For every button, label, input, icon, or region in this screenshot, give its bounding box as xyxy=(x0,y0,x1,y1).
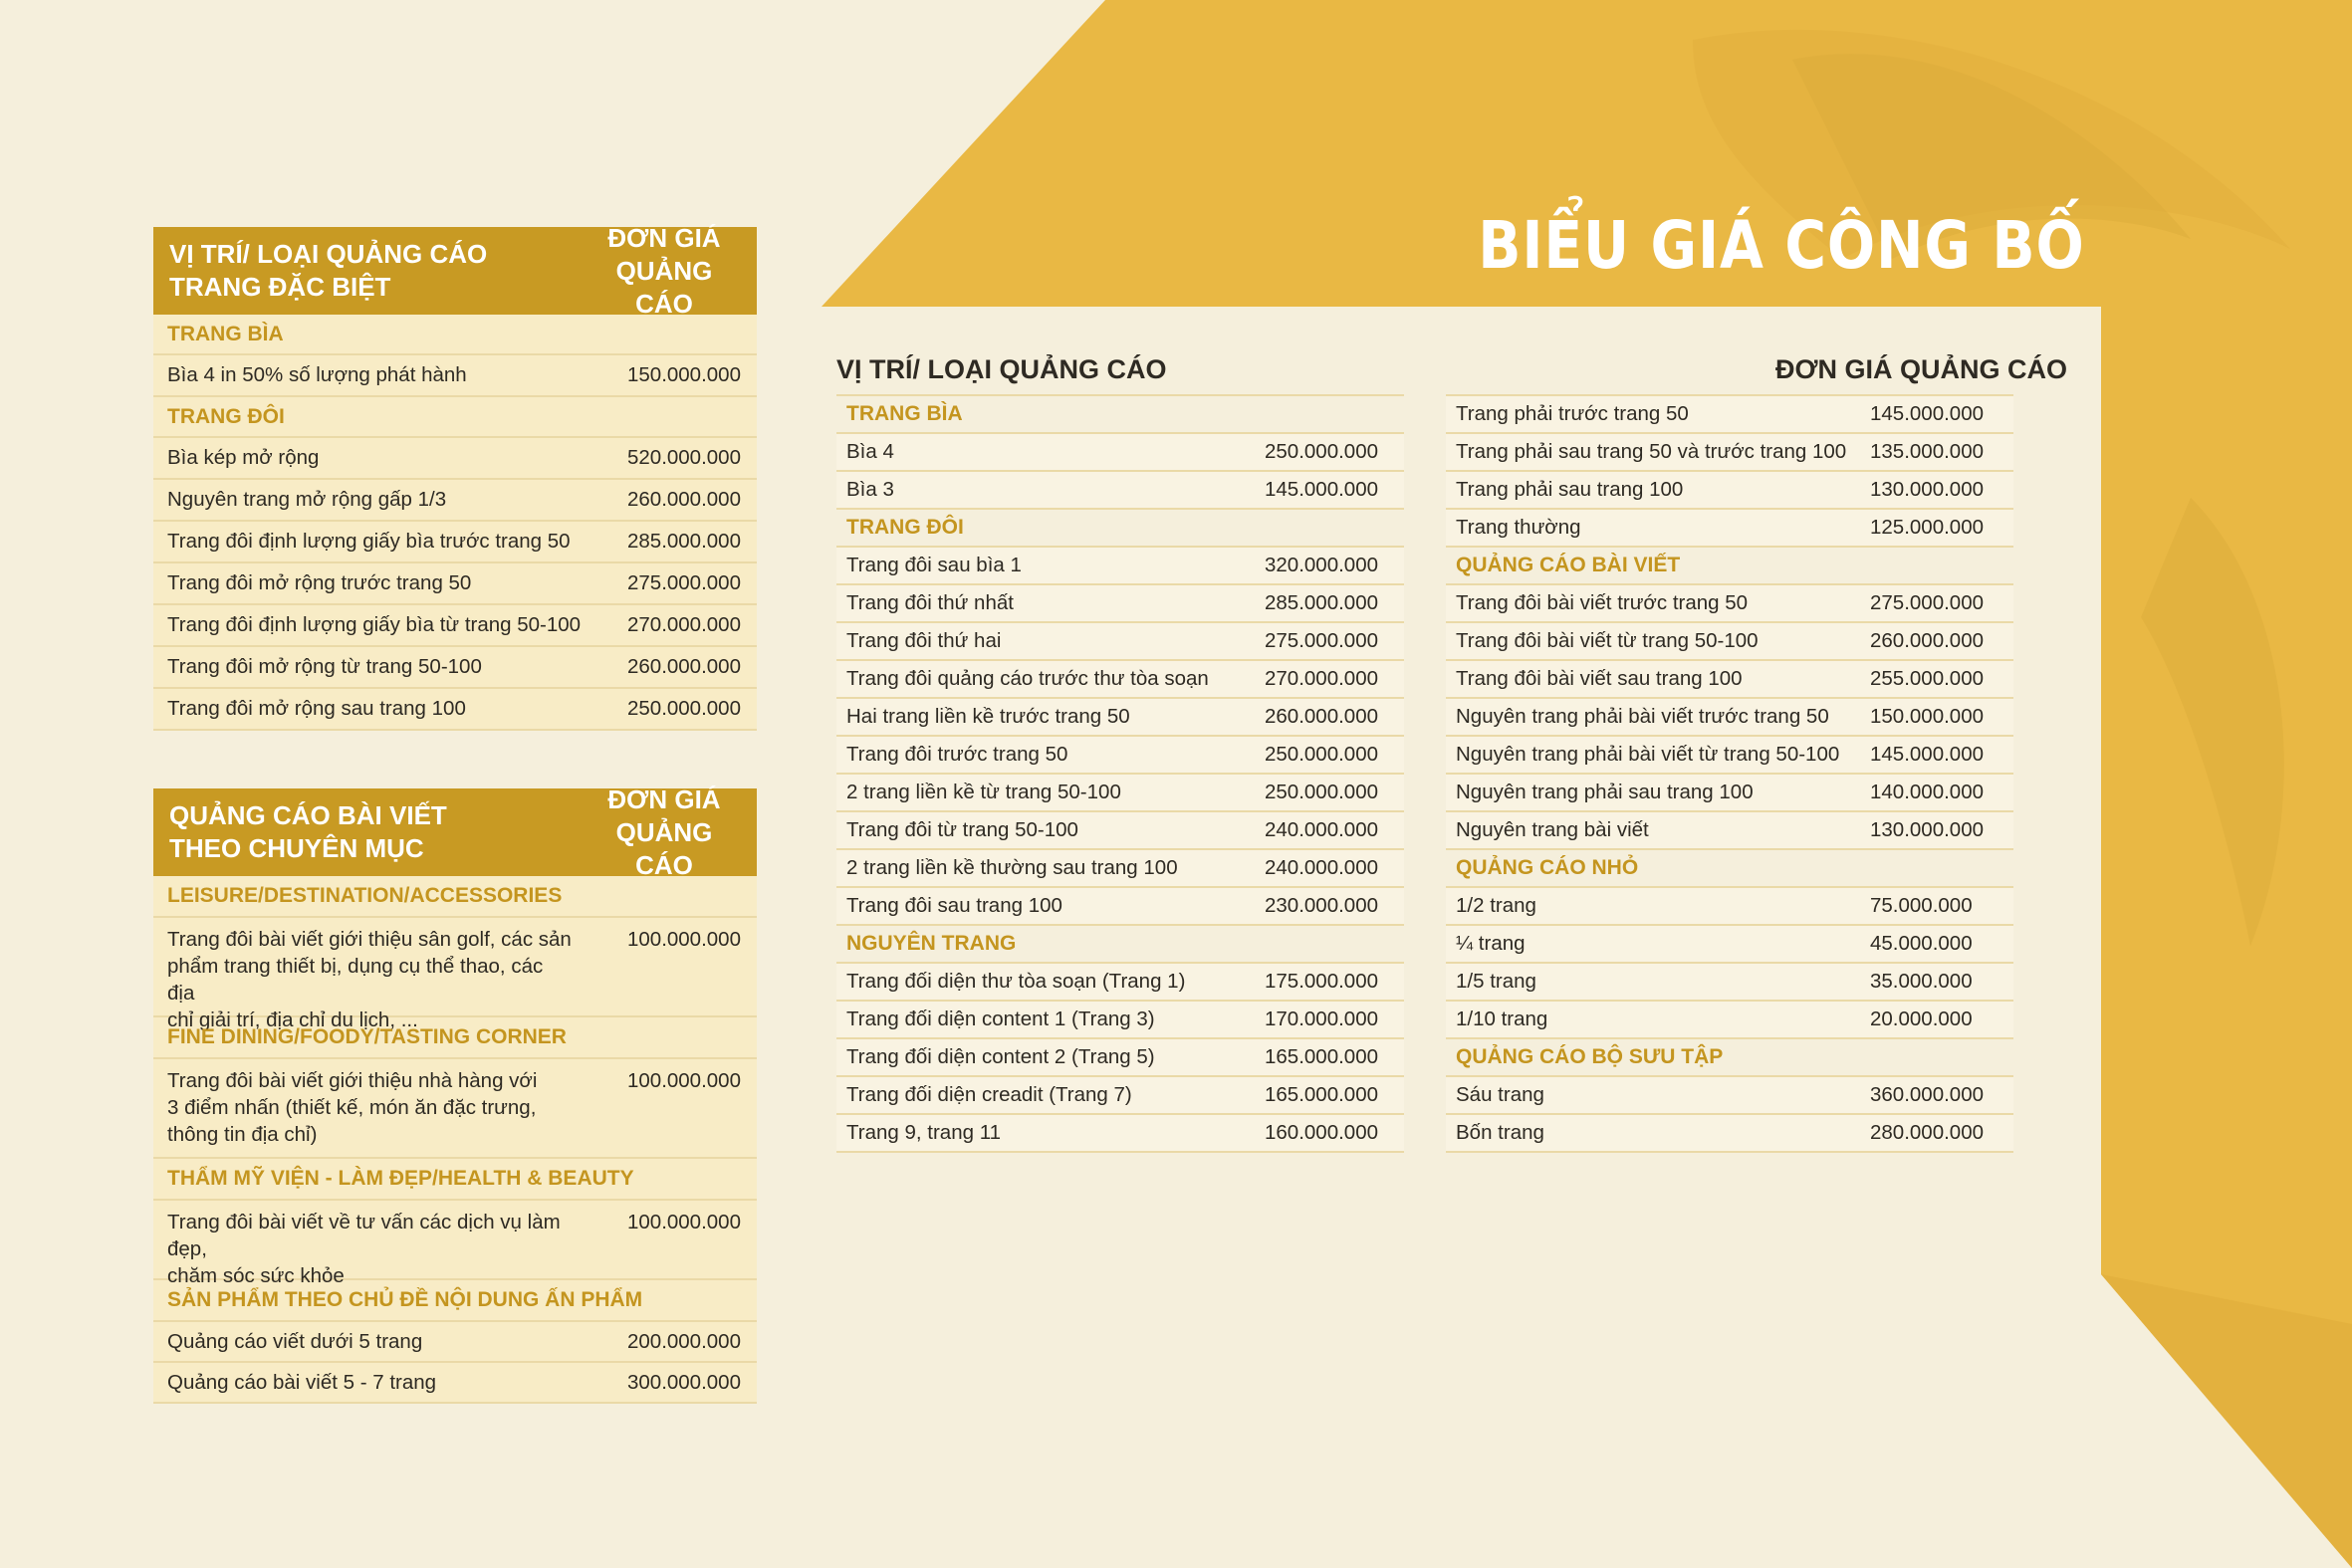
row-label: 2 trang liền kề từ trang 50-100 xyxy=(846,781,1121,803)
row-price: 165.000.000 xyxy=(1265,1083,1379,1106)
row-price: 260.000.000 xyxy=(626,488,741,511)
section-title: TRANG BÌA xyxy=(153,315,757,355)
row-label: Trang phải sau trang 50 và trước trang 100 xyxy=(1456,440,1847,463)
row-price: 145.000.000 xyxy=(1265,478,1379,501)
row-price: 360.000.000 xyxy=(1870,1083,1985,1106)
section-title xyxy=(1446,548,2013,585)
row-price: 285.000.000 xyxy=(626,530,741,553)
section-label: QUẢNG CÁO BÀI VIẾT xyxy=(1456,554,1681,576)
row-label: Trang đôi thứ hai xyxy=(846,629,1002,652)
row-label: Trang đối diện content 2 (Trang 5) xyxy=(846,1045,1155,1068)
price-row xyxy=(836,1077,1404,1115)
price-row xyxy=(153,1322,757,1363)
section-title: SẢN PHẨM THEO CHỦ ĐỀ NỘI DUNG ẤN PHẨM xyxy=(153,1280,757,1322)
row-label-line: Trang đôi bài viết giới thiệu sân golf, các sản xyxy=(167,928,572,951)
row-label xyxy=(167,918,576,1033)
row-label-line: Trang đôi bài viết giới thiệu nhà hàng với xyxy=(167,1069,538,1092)
special-pages-panel xyxy=(153,222,757,731)
row-label: Nguyên trang phải bài viết trước trang 50 xyxy=(1456,705,1829,728)
row-price: 280.000.000 xyxy=(1870,1121,1985,1144)
row-label: 1/5 trang xyxy=(1456,970,1536,993)
row-label: Trang đôi thứ nhất xyxy=(846,591,1014,614)
row-price: 275.000.000 xyxy=(626,571,741,594)
row-label: 2 trang liền kề thường sau trang 100 xyxy=(846,856,1178,879)
row-price: 520.000.000 xyxy=(626,446,741,469)
row-label xyxy=(167,1059,576,1148)
row-label: Nguyên trang mở rộng gấp 1/3 xyxy=(167,488,447,511)
article-ads-panel xyxy=(153,784,757,1404)
row-label xyxy=(167,1201,576,1289)
price-row xyxy=(1446,434,2013,472)
row-price: 150.000.000 xyxy=(626,363,741,386)
panel-header-price xyxy=(589,222,739,321)
row-price: 250.000.000 xyxy=(1265,743,1379,766)
panel-header xyxy=(153,222,757,319)
row-label: Trang đối diện creadit (Trang 7) xyxy=(846,1083,1132,1106)
price-row xyxy=(1446,775,2013,812)
row-label-line: chăm sóc sức khỏe xyxy=(167,1264,345,1287)
section-title xyxy=(836,926,1404,964)
row-label: Trang đôi mở rộng trước trang 50 xyxy=(167,571,472,594)
header-line: QUẢNG CÁO xyxy=(615,816,713,880)
price-row xyxy=(1446,1002,2013,1039)
row-label: Trang đôi mở rộng từ trang 50-100 xyxy=(167,655,482,678)
panel-header-price xyxy=(589,784,739,882)
section-title xyxy=(836,396,1404,434)
row-label: Trang đôi bài viết trước trang 50 xyxy=(1456,591,1749,614)
price-row xyxy=(153,918,757,1031)
row-label: Trang đối diện thư tòa soạn (Trang 1) xyxy=(846,970,1186,993)
row-price: 175.000.000 xyxy=(1265,970,1379,993)
row-label: Trang phải trước trang 50 xyxy=(1456,402,1689,425)
row-label: Trang đối diện content 1 (Trang 3) xyxy=(846,1008,1155,1030)
row-label: Trang đôi trước trang 50 xyxy=(846,743,1068,766)
price-row xyxy=(153,1201,757,1287)
header-line: THEO CHUYÊN MỤC xyxy=(169,833,424,863)
row-label: Trang đôi quảng cáo trước thư tòa soạn xyxy=(846,667,1209,690)
price-row xyxy=(1446,699,2013,737)
panel-header-label xyxy=(169,238,589,304)
row-price: 230.000.000 xyxy=(1265,894,1379,917)
row-label: Trang đôi sau trang 100 xyxy=(846,894,1062,917)
price-row xyxy=(836,699,1404,737)
row-label: Trang đôi từ trang 50-100 xyxy=(846,818,1078,841)
price-row xyxy=(153,1363,757,1404)
price-row xyxy=(153,1059,757,1159)
section-title xyxy=(1446,850,2013,888)
row-price: 125.000.000 xyxy=(1870,516,1985,539)
row-price: 145.000.000 xyxy=(1870,402,1985,425)
row-price: 285.000.000 xyxy=(1265,591,1379,614)
price-row xyxy=(836,737,1404,775)
row-price: 165.000.000 xyxy=(1265,1045,1379,1068)
row-label: Trang thường xyxy=(1456,516,1581,539)
row-label: Quảng cáo viết dưới 5 trang xyxy=(167,1329,423,1353)
price-row xyxy=(836,1002,1404,1039)
price-row xyxy=(1446,812,2013,850)
row-label: Sáu trang xyxy=(1456,1083,1544,1106)
row-price: 250.000.000 xyxy=(626,697,741,720)
row-label: Bìa kép mở rộng xyxy=(167,446,320,469)
header-line: ĐƠN GIÁ xyxy=(607,784,721,814)
row-label: 1/10 trang xyxy=(1456,1008,1548,1030)
section-label: QUẢNG CÁO BỘ SƯU TẬP xyxy=(1456,1045,1724,1068)
price-row xyxy=(1446,926,2013,964)
section-label: TRANG ĐÔI xyxy=(846,516,964,539)
price-row xyxy=(1446,737,2013,775)
header-line: QUẢNG CÁO BÀI VIẾT xyxy=(169,800,447,830)
row-price: 145.000.000 xyxy=(1870,743,1985,766)
row-price: 100.000.000 xyxy=(626,928,741,951)
price-column-right xyxy=(1446,394,2013,1153)
row-price: 275.000.000 xyxy=(1870,591,1985,614)
price-row xyxy=(153,522,757,563)
section-label: TRANG BÌA xyxy=(846,402,963,425)
row-price: 260.000.000 xyxy=(1265,705,1379,728)
price-row xyxy=(153,355,757,397)
main-header-right: ĐƠN GIÁ QUẢNG CÁO xyxy=(1775,354,2068,384)
row-price: 240.000.000 xyxy=(1265,856,1379,879)
price-row xyxy=(836,661,1404,699)
row-price: 250.000.000 xyxy=(1265,440,1379,463)
price-row xyxy=(836,888,1404,926)
header-line: TRANG ĐẶC BIỆT xyxy=(169,272,391,302)
price-row xyxy=(836,850,1404,888)
price-row xyxy=(836,812,1404,850)
price-row xyxy=(836,775,1404,812)
page-title: BIỂU GIÁ CÔNG BỐ xyxy=(1478,207,2085,284)
row-price: 75.000.000 xyxy=(1870,894,1973,917)
row-price: 270.000.000 xyxy=(626,613,741,636)
header-line: VỊ TRÍ/ LOẠI QUẢNG CÁO xyxy=(169,239,488,269)
row-label: Trang đôi định lượng giấy bìa trước trang 50 xyxy=(167,530,571,553)
price-row xyxy=(836,585,1404,623)
row-price: 140.000.000 xyxy=(1870,781,1985,803)
price-row xyxy=(1446,510,2013,548)
price-row xyxy=(1446,888,2013,926)
row-price: 240.000.000 xyxy=(1265,818,1379,841)
row-price: 270.000.000 xyxy=(1265,667,1379,690)
row-label-line: thông tin địa chỉ) xyxy=(167,1123,318,1146)
row-label: Bốn trang xyxy=(1456,1121,1544,1144)
price-row xyxy=(153,480,757,522)
panel-header-label xyxy=(169,799,589,865)
row-price: 160.000.000 xyxy=(1265,1121,1379,1144)
section-title xyxy=(1446,1039,2013,1077)
price-row xyxy=(1446,396,2013,434)
section-title: TRANG ĐÔI xyxy=(153,397,757,438)
row-price: 100.000.000 xyxy=(626,1069,741,1092)
price-row xyxy=(153,647,757,689)
row-label: Bìa 4 xyxy=(846,440,894,463)
price-row xyxy=(836,623,1404,661)
row-label: Hai trang liền kề trước trang 50 xyxy=(846,705,1130,728)
row-price: 250.000.000 xyxy=(1265,781,1379,803)
price-row xyxy=(153,438,757,480)
row-label-line: 3 điểm nhấn (thiết kế, món ăn đặc trưng, xyxy=(167,1096,537,1119)
section-title: LEISURE/DESTINATION/ACCESSORIES xyxy=(153,876,757,918)
row-label: Nguyên trang phải bài viết từ trang 50-100 xyxy=(1456,743,1840,766)
row-label-line: Trang đôi bài viết về tư vấn các dịch vụ làm đẹp, xyxy=(167,1211,561,1260)
header-line: ĐƠN GIÁ xyxy=(607,222,721,253)
price-row xyxy=(836,1039,1404,1077)
row-price: 45.000.000 xyxy=(1870,932,1973,955)
price-row xyxy=(836,548,1404,585)
row-price: 100.000.000 xyxy=(626,1211,741,1233)
price-row xyxy=(1446,964,2013,1002)
row-price: 150.000.000 xyxy=(1870,705,1985,728)
row-price: 170.000.000 xyxy=(1265,1008,1379,1030)
row-price: 300.000.000 xyxy=(626,1370,741,1394)
row-price: 260.000.000 xyxy=(1870,629,1985,652)
row-label: Trang 9, trang 11 xyxy=(846,1121,1001,1144)
row-price: 35.000.000 xyxy=(1870,970,1973,993)
price-row xyxy=(836,964,1404,1002)
row-price: 320.000.000 xyxy=(1265,554,1379,576)
row-label-line: phẩm trang thiết bị, dụng cụ thể thao, các địa xyxy=(167,955,544,1005)
price-row xyxy=(836,1115,1404,1153)
row-label: 1/2 trang xyxy=(1456,894,1536,917)
price-row xyxy=(153,605,757,647)
row-price: 255.000.000 xyxy=(1870,667,1985,690)
row-label-line: chỉ giải trí, địa chỉ du lịch, ... xyxy=(167,1008,418,1031)
section-title: FINE DINING/FOODY/TASTING CORNER xyxy=(153,1017,757,1059)
section-label: QUẢNG CÁO NHỎ xyxy=(1456,856,1639,879)
header-line: QUẢNG CÁO xyxy=(615,255,713,319)
row-label: Nguyên trang phải sau trang 100 xyxy=(1456,781,1754,803)
price-row xyxy=(1446,623,2013,661)
price-row xyxy=(1446,661,2013,699)
row-label: Trang đôi định lượng giấy bìa từ trang 50-100 xyxy=(167,613,582,636)
row-label: Trang phải sau trang 100 xyxy=(1456,478,1684,501)
row-price: 260.000.000 xyxy=(626,655,741,678)
row-price: 20.000.000 xyxy=(1870,1008,1973,1030)
row-price: 130.000.000 xyxy=(1870,478,1985,501)
row-label: Quảng cáo bài viết 5 - 7 trang xyxy=(167,1370,437,1394)
row-label: Nguyên trang bài viết xyxy=(1456,818,1649,841)
price-row xyxy=(153,563,757,605)
price-row xyxy=(1446,1077,2013,1115)
section-title: THẨM MỸ VIỆN - LÀM ĐẸP/HEALTH & BEAUTY xyxy=(153,1159,757,1201)
price-column-left xyxy=(836,394,1404,1153)
price-row xyxy=(836,472,1404,510)
section-label: NGUYÊN TRANG xyxy=(846,932,1017,955)
row-label: Trang đôi mở rộng sau trang 100 xyxy=(167,697,466,720)
main-header-left: VỊ TRÍ/ LOẠI QUẢNG CÁO xyxy=(836,354,1167,384)
row-label: Trang đôi sau bìa 1 xyxy=(846,554,1022,576)
price-row xyxy=(1446,1115,2013,1153)
row-price: 135.000.000 xyxy=(1870,440,1985,463)
row-price: 200.000.000 xyxy=(626,1329,741,1353)
panel-header xyxy=(153,784,757,880)
row-label: ¼ trang xyxy=(1456,932,1526,955)
row-price: 275.000.000 xyxy=(1265,629,1379,652)
price-row xyxy=(153,689,757,731)
row-label: Trang đôi bài viết sau trang 100 xyxy=(1456,667,1743,690)
row-price: 130.000.000 xyxy=(1870,818,1985,841)
row-label: Bìa 3 xyxy=(846,478,894,501)
price-row xyxy=(1446,585,2013,623)
price-row xyxy=(836,434,1404,472)
main-price-table xyxy=(757,307,2083,1465)
section-title xyxy=(836,510,1404,548)
row-label: Bìa 4 in 50% số lượng phát hành xyxy=(167,363,467,386)
price-row xyxy=(1446,472,2013,510)
row-label: Trang đôi bài viết từ trang 50-100 xyxy=(1456,629,1759,652)
